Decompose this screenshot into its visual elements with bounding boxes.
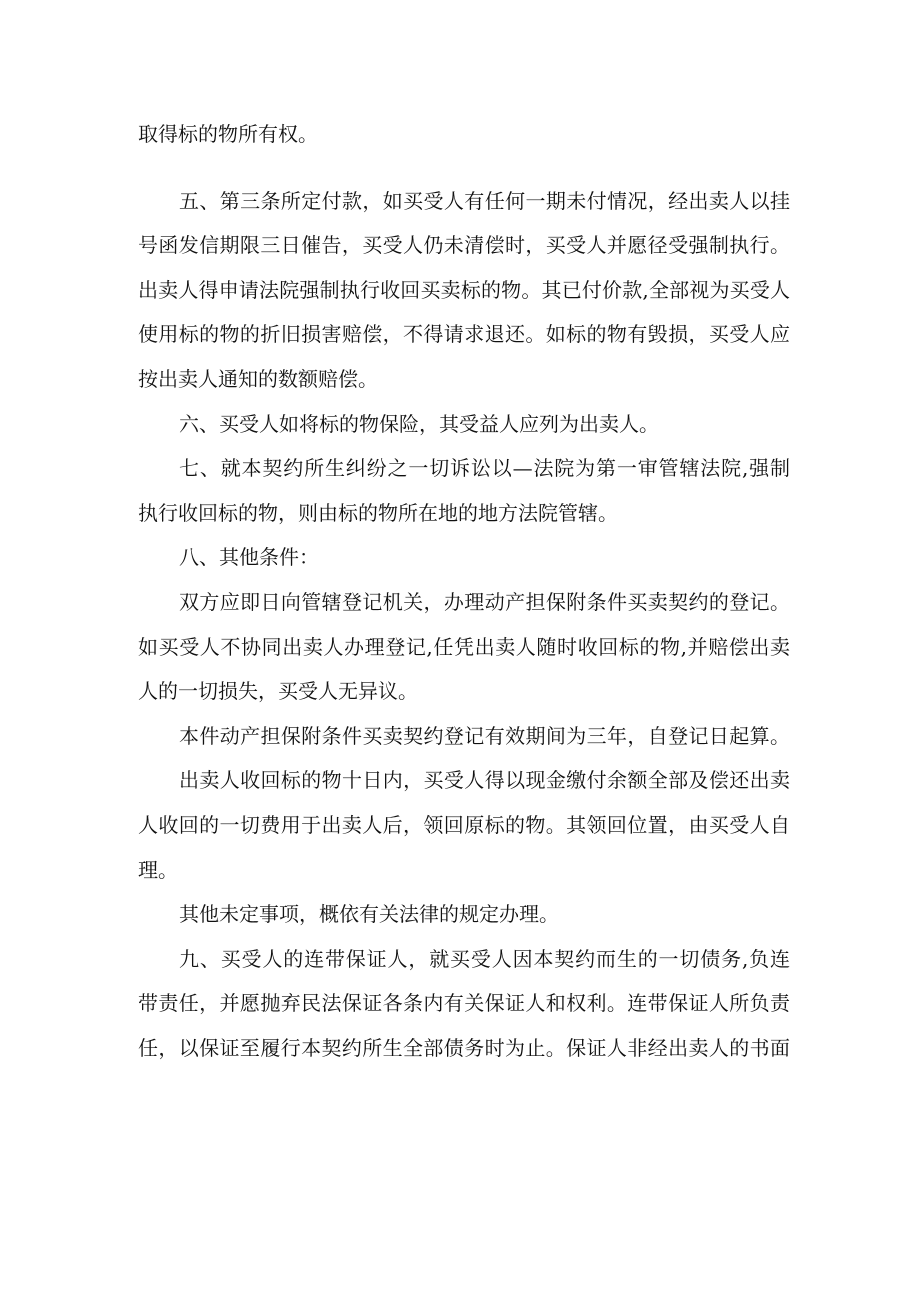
paragraph-gap [138,157,790,179]
document-body [138,112,790,1070]
text-line: 取得标的物所有权。 [138,122,318,146]
text-line: 执行收回标的物，则由标的物所在地的地方法院管辖。 [138,500,618,525]
text-line: 本件动产担保附条件买卖契约登记有效期间为三年，自登记日起算。 [179,723,790,748]
text-line: 五、第三条所定付款，如买受人有任何一期未付情况，经出卖人以挂 [179,188,790,213]
text-line: 出卖人收回标的物十日内，买受人得以现金缴付余额全部及偿还出卖 [179,768,790,793]
text-line: 八、其他条件： [179,545,319,570]
text-line: 其他未定事项，概依有关法律的规定办理。 [179,902,559,927]
text-line: 理。 [138,857,178,882]
text-line: 号函发信期限三日催告，买受人仍未清偿时，买受人并愿径受强制执行。 [138,233,790,258]
text-line: 人的一切损失，买受人无异议。 [138,679,418,704]
text-line: 带责任，并愿抛弃民法保证各条内有关保证人和权利。连带保证人所负责 [138,991,790,1016]
text-line: 任，以保证至履行本契约所生全部债务时为止。保证人非经出卖人的书面 [138,1035,790,1060]
text-line: 双方应即日向管辖登记机关，办理动产担保附条件买卖契约的登记。 [179,589,790,614]
text-line: 出卖人得申请法院强制执行收回买卖标的物。其已付价款,全部视为买受人 [138,277,790,302]
text-line: 九、买受人的连带保证人，就买受人因本契约而生的一切债务,负连 [179,946,790,971]
text-line: 七、就本契约所生纠纷之一切诉讼以—法院为第一审管辖法院,强制 [179,456,790,481]
text-line: 人收回的一切费用于出卖人后，领回原标的物。其领回位置，由买受人自 [138,812,790,837]
text-line: 如买受人不协同出卖人办理登记,任凭出卖人随时收回标的物,并赔偿出卖 [138,634,790,659]
text-line: 按出卖人通知的数额赔偿。 [138,366,378,391]
text-line: 六、买受人如将标的物保险，其受益人应列为出卖人。 [179,411,659,436]
text-line: 使用标的物的折旧损害赔偿，不得请求退还。如标的物有毁损，买受人应 [138,322,790,347]
